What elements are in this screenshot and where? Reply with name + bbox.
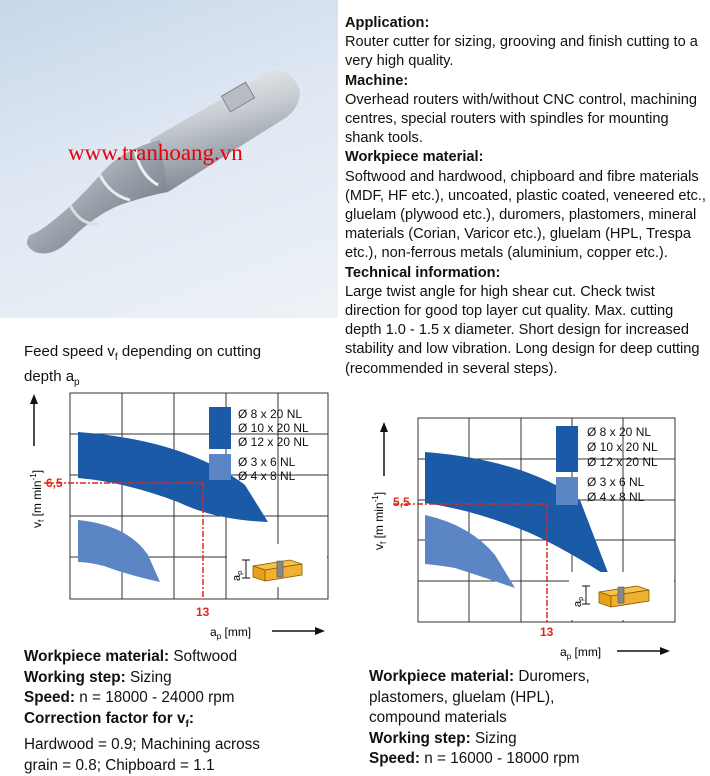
area-group2	[425, 515, 515, 588]
softwood-details: Workpiece material: Softwood Working step: Sizing Speed: n = 18000 - 24000 rpm Correction factor for $v_f$: Hardwood = 0.9; Machining across grain = 0.8; Chipboard = 1.1	[24, 648, 260, 774]
application-text: Router cutter for sizing, grooving and finish cutting to a very high quality.	[345, 34, 698, 70]
legend-item: Ø 8 x 20 NL	[587, 425, 652, 439]
product-info	[345, 14, 707, 379]
y-axis-arrowhead	[380, 422, 388, 432]
y-axis-label: $v_f$ [m $\min^{-1}$]	[29, 469, 46, 528]
marker-x-value: 13	[540, 625, 554, 639]
material-text: Softwood and hardwood, chipboard and fibre materials (MDF, HF etc.), uncoated, plastic coated, veneered etc., gluelam (plywood etc.), duromers, plastomers, mineral materials (Corian, Varicor etc.), gluelam (HPL, Trespa etc.), non-ferrous metals (aluminium, copper etc.).	[345, 168, 706, 262]
legend-item: Ø 8 x 20 NL	[238, 407, 303, 421]
machine-text: Overhead routers with/without CNC control, machining centres, special routers with spindles for mounting shank tools.	[345, 91, 698, 147]
marker-x-value: 13	[196, 605, 210, 619]
legend-item: Ø 10 x 20 NL	[587, 440, 658, 454]
watermark-text: www.tranhoang.vn	[68, 140, 243, 165]
x-axis-arrowhead	[315, 627, 325, 635]
legend-swatch-group2	[209, 454, 231, 480]
marker-y-value: 6,5	[46, 476, 63, 490]
legend-swatch-group2	[556, 477, 578, 505]
material-heading: Workpiece material:	[345, 149, 484, 166]
legend-item: Ø 10 x 20 NL	[238, 421, 309, 435]
x-axis-label: $a_p$ [mm]	[560, 645, 602, 661]
tech-heading: Technical information:	[345, 264, 501, 281]
chart-caption: Feed speed $v_f$ depending on cutting depth $a_p$	[24, 343, 262, 388]
marker-y-value: 5,5	[393, 495, 410, 509]
legend-swatch-group1	[556, 426, 578, 472]
y-axis-label: $v_f$ [m $\min^{-1}$]	[371, 491, 388, 550]
legend-item: Ø 3 x 6 NL	[238, 455, 296, 469]
legend-item: Ø 12 x 20 NL	[238, 435, 309, 449]
feed-speed-chart-duromers	[355, 400, 710, 662]
feed-speed-chart-softwood	[0, 380, 345, 642]
cutting-depth-icon	[569, 572, 674, 620]
product-photo	[0, 0, 338, 318]
application-heading: Application:	[345, 15, 430, 31]
legend-item: Ø 12 x 20 NL	[587, 455, 658, 469]
legend-item: Ø 3 x 6 NL	[587, 475, 645, 489]
legend-item: Ø 4 x 8 NL	[238, 469, 296, 483]
x-axis-label: $a_p$ [mm]	[210, 625, 252, 641]
y-axis-arrowhead	[30, 394, 38, 404]
machine-heading: Machine:	[345, 72, 409, 89]
svg-text:ap: ap	[572, 596, 585, 607]
svg-text:ap: ap	[231, 570, 244, 581]
cutting-depth-icon	[227, 544, 327, 587]
legend-item: Ø 4 x 8 NL	[587, 490, 645, 504]
duromers-details: Workpiece material: Duromers, plastomers, gluelam (HPL), compound materials Working step: Sizing Speed: n = 16000 - 18000 rpm	[369, 668, 590, 767]
x-axis-arrowhead	[660, 647, 670, 655]
tech-text: Large twist angle for high shear cut. Check twist direction for good top layer cut quality. Max. cutting depth 1.0 - 1.5 x diameter. Short design for increased stability and low vibration. Long design for deep cutting (recommended in several steps).	[345, 283, 700, 377]
legend-swatch-group1	[209, 407, 231, 449]
area-group2	[78, 520, 160, 582]
